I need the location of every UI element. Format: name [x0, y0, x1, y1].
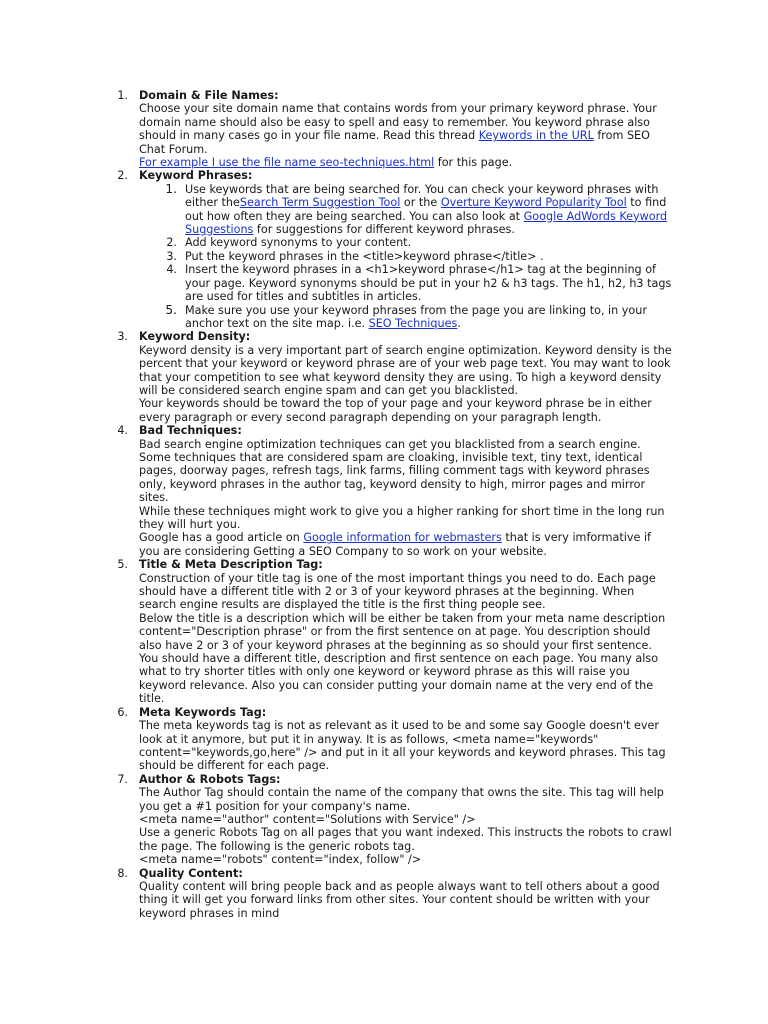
code-line: <meta name="robots" content="index, follow" /> [139, 853, 422, 867]
item-number: 4. [117, 424, 128, 438]
section-text [139, 156, 674, 169]
link-text: Tool [605, 196, 627, 210]
link-text: Keywords in the [478, 129, 569, 143]
search-term-suggestion-tool-link[interactable]: Search Term Suggestion Tool [239, 196, 401, 210]
text-line: that is very imformative if you are considering Getting a SEO Company to so work on your website. [139, 531, 651, 558]
sub-item-number: 5. [165, 302, 177, 317]
text-line: for suggestions for different keyword phrases. [253, 223, 515, 237]
section-title: Keyword Density: [139, 330, 251, 344]
section-text: Below the title is a description which will be either be taken from your meta name description content="Description phrase" or from the first sentence on at page. You description should also have 2 or 3 of your keyword phrases at the beginning as so should your first sentence. You should have a different title, description and first sentence on each page. You many also what to try shorter titles with only one keyword or keyword phrase as this will raise you keyword relevance. Also you can consider putting your domain name at the very end of the title. [139, 611, 666, 706]
section-title: Author & Robots Tags: [139, 772, 281, 786]
text-line: phrase also should in many cases go in your file name. Read this thread [139, 115, 650, 143]
link-text: Overture Keyword Popularity [440, 196, 602, 210]
item-number: 6. [117, 705, 128, 719]
section-text [139, 102, 674, 156]
list-item-keyword-density [114, 330, 674, 424]
sub-item [165, 302, 674, 331]
item-number: 2. [117, 169, 128, 183]
section-title: Meta Keywords Tag: [139, 705, 267, 719]
text-line: Add keyword synonyms to your content. [185, 236, 412, 250]
sub-item-number: 3. [166, 249, 177, 263]
list-item-meta-keywords [114, 706, 674, 773]
text-line: Choose your site domain name that contains words from your primary keyword phrase. [139, 102, 630, 116]
section-text [139, 531, 674, 558]
sub-item [166, 263, 674, 304]
google-webmasters-info-link[interactable]: Google information for webmasters [303, 531, 502, 545]
text-line: or the [400, 196, 441, 210]
list-item-author-robots [114, 773, 674, 867]
text-line: . [457, 316, 461, 330]
sub-item-number: 1. [165, 181, 177, 196]
section-text: The Author Tag should contain the name of the company that owns the site. This tag will help you get a #1 position for your company's name. [139, 786, 664, 813]
section-text: Construction of your title tag is one of the most important things you need to do. Each page should have a different title with 2 or 3 of your keyword phrases at the beginning. When search engine results are displayed the title is the first thing people see. [139, 571, 656, 612]
text-line: Your domain name should also be easy to spell and easy to remember. You keyword [139, 102, 657, 129]
seo-techniques-link[interactable]: SEO Techniques [368, 316, 458, 330]
section-title: Quality Content: [139, 866, 243, 880]
section-text: Bad search engine optimization techniques can get you blacklisted from a search engine. Some techniques that are considered spam are cloaking, invisible text, tiny text, identical pages, doorway pages, refresh tags, link farms, filling comment tags with keyword phrases only, keyword phrases in the author tag, keyword density to high, mirror pages and mirror sites. [139, 437, 650, 505]
text-line: from SEO Chat Forum. [139, 129, 650, 156]
list-item-title-meta-description [114, 558, 674, 705]
list-item-domain-names [114, 89, 674, 169]
text-line: with either the [185, 182, 659, 210]
link-text: URL [571, 129, 594, 143]
sub-item-number: 4. [166, 263, 177, 277]
sub-item [166, 236, 674, 250]
text-line: for this page. [434, 156, 513, 170]
text-line: Use keywords that are being searched for. You can check your keyword phrases [185, 182, 632, 196]
seo-techniques-file-link[interactable]: For example I use the file name seo-techniques.html [139, 156, 435, 170]
link-text: Google [523, 209, 564, 223]
text-line: Put the keyword phrases in the <title>keyword phrase</title> . [185, 249, 544, 263]
item-number: 8. [117, 866, 128, 880]
section-text: While these techniques might work to give you a higher ranking for short time in the long run they will hurt you. [139, 504, 665, 531]
item-number: 5. [117, 558, 128, 572]
section-text: Your keywords should be toward the top of your page and your keyword phrase be in either every paragraph or every second paragraph depending on your paragraph length. [139, 397, 652, 424]
section-text: Use a generic Robots Tag on all pages that you want indexed. This instructs the robots to crawl the page. The following is the generic robots tag. [139, 826, 672, 853]
item-number: 7. [117, 772, 128, 786]
sub-item [165, 181, 674, 237]
list-item-quality-content [114, 867, 674, 921]
document-content [114, 89, 674, 920]
section-title: Bad Techniques: [139, 424, 242, 438]
section-text: Keyword density is a very important part of search engine optimization. Keyword density is the percent that your keyword or keyword phrase are of your web page text. You may want to look that your competition to see what keyword density they are using. To high a keyword density will be considered search engine spam and can get you blacklisted. [139, 343, 672, 397]
keywords-in-url-link[interactable] [479, 129, 594, 142]
section-title: Keyword Phrases: [139, 169, 253, 183]
section-title: Domain & File Names: [139, 89, 279, 102]
overture-keyword-popularity-link[interactable] [441, 196, 627, 209]
section-text: Quality content will bring people back and as people always want to tell others about a good thing it will get you forward links from other sites. Your content should be written with your keyword phrases in mind [139, 879, 660, 920]
seo-tips-list [114, 89, 674, 920]
list-item-bad-techniques [114, 424, 674, 558]
keyword-phrases-sublist [139, 183, 674, 330]
sub-item [166, 249, 674, 263]
section-title: Title & Meta Description Tag: [139, 558, 323, 572]
sub-item-number: 2. [166, 236, 177, 250]
list-item-keyword-phrases [114, 169, 674, 330]
item-number: 1. [117, 89, 128, 102]
text-line: to find out how often they are being searched. You can also look at [185, 196, 667, 223]
section-text: The meta keywords tag is not as relevant as it used to be and some say Google doesn't ever look at it anymore, but put it in anyway. It is as follows, <meta name="keywords" content="keywords,go,here" /> and put in it all your keywords and keyword phrases. This tag should be different for each page. [139, 719, 666, 773]
text-line: Insert the keyword phrases in a <h1>keyword phrase</h1> tag at the beginning of your page. Keyword synonyms should be put in your h2 & h3 tags. The h1, h2, h3 tags are used for titles and subtitles in articles. [185, 263, 672, 304]
link-text: AdWords Keyword Suggestions [185, 209, 668, 237]
code-line: <meta name="author" content="Solutions with Service" /> [139, 812, 476, 826]
text-line: Google has a good article on [139, 531, 304, 545]
text-line: Make sure you use your keyword phrases from the page you are linking to, in your anchor text on the site map. i.e. [185, 303, 647, 330]
item-number: 3. [117, 330, 128, 344]
